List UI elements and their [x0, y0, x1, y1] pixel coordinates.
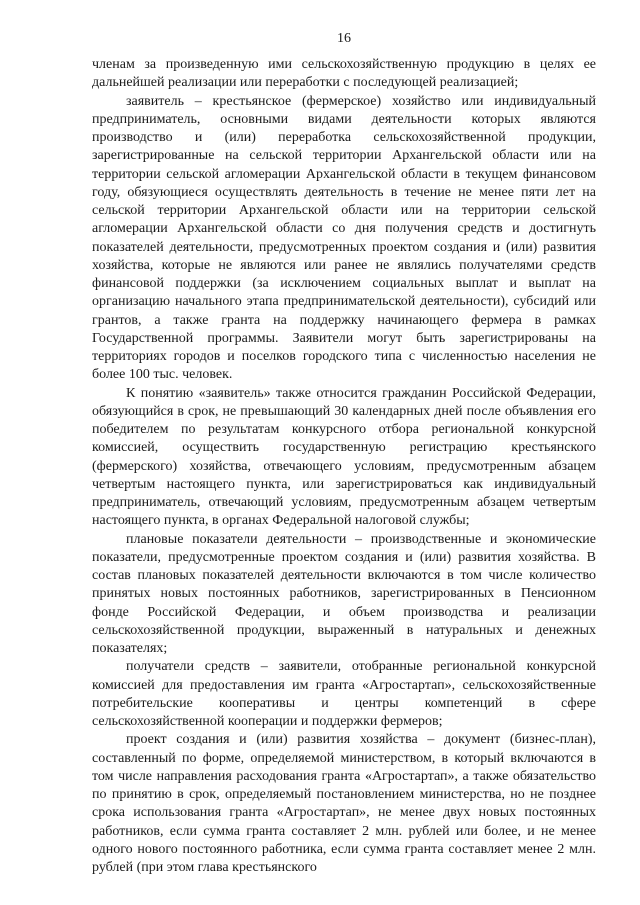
paragraph-4: плановые показатели деятельности – производственные и экономические показатели, предусмотренные проектом создания и (или) развития хозяйства. В состав плановых показателей деятельности включаются в том числе количество принятых новых постоянных работников, зарегистрированных в Пенсионном фонде Российской Федерации, и объем производства и реализации сельскохозяйственной продукции, выраженный в натуральных и денежных показателях; [92, 531, 596, 656]
page-number: 16 [337, 31, 351, 46]
document-page [92, 30, 596, 877]
paragraph-5: получатели средств – заявители, отобранные региональной конкурсной комиссией для предоставления им гранта «Агростартап», сельскохозяйственные потребительские кооперативы и центры компетенций в сфере сельскохозяйственной кооперации и поддержки фермеров; [92, 659, 596, 729]
document-body [92, 56, 596, 877]
paragraph-2: заявитель – крестьянское (фермерское) хозяйство или индивидуальный предприниматель, основными видами деятельности которых являются производство и (или) переработка сельскохозяйственной продукции, зарегистрированные на сельской территории Архангельской области или на территории сельской агломерации Архангельской области в текущем финансовом году, обязующиеся осуществлять деятельность в течение не менее пяти лет на сельской территории Архангельской области или на территории сельской агломерации Архангельской области со дня получения средств и достигнуть показателей деятельности, предусмотренных проектом создания и (или) развития хозяйства, которые не являются или ранее не являлись получателями средств финансовой поддержки (за исключением социальных выплат и выплат на организацию начального этапа предпринимательской деятельности), субсидий или грантов, а также гранта на поддержку начинающего фермера в рамках Государственной программы. Заявители могут быть зарегистрированы на территориях городов и поселков городского типа с численностью населения не более 100 тыс. человек. [92, 93, 596, 383]
paragraph-6: проект создания и (или) развития хозяйства – документ (бизнес-план), составленный по форме, определяемой министерством, в который включаются в том числе направления расходования гранта «Агростартап», а также обязательство по принятию в срок, определяемый постановлением министерства, но не позднее срока использования гранта «Агростартап», не менее двух новых постоянных работников, если сумма гранта составляет 2 млн. рублей или более, и не менее одного нового постоянного работника, если сумма гранта составляет менее 2 млн. рублей (при этом глава крестьянского [92, 732, 596, 875]
paragraph-3: К понятию «заявитель» также относится гражданин Российской Федерации, обязующийся в срок, не превышающий 30 календарных дней после объявления его победителем по результатам конкурсного отбора региональной конкурсной комиссией, осуществить государственную регистрацию крестьянского (фермерского) хозяйства, отвечающего условиям, предусмотренным абзацем четвертым настоящего пункта, или зарегистрироваться как индивидуальный предприниматель, отвечающий условиям, предусмотренным абзацем четвертым настоящего пункта, в органах Федеральной налоговой службы; [92, 385, 596, 529]
paragraph-1: членам за произведенную ими сельскохозяйственную продукцию в целях ее дальнейшей реализации или переработки с последующей реализацией; [92, 57, 596, 91]
